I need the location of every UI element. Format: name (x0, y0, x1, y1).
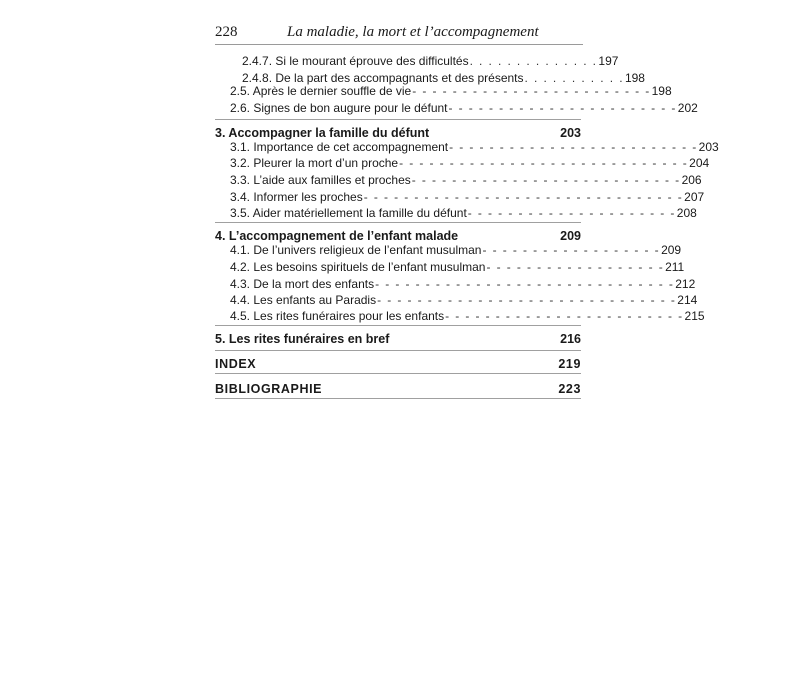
toc-entry-4-1[interactable] (215, 242, 682, 258)
toc-leader: - - - - - - - - - - - - - - - - - - (486, 260, 665, 274)
toc-page-number: 203 (560, 126, 581, 140)
toc-leader: - - - - - - - - - - - - - - - - - - - - - - - - - - - - - - - - (363, 190, 684, 204)
toc-page-number: 214 (677, 293, 698, 307)
toc-entry-3-5[interactable] (215, 205, 697, 221)
toc-leader: - - - - - - - - - - - - - - - - - - - - - - - - - - - (411, 173, 681, 187)
toc-entry-label: 4.3. De la mort des enfants (230, 277, 375, 291)
toc-entry-label: 2.6. Signes de bon augure pour le défunt (230, 101, 448, 115)
toc-page-number: 209 (560, 229, 581, 243)
toc-leader: - - - - - - - - - - - - - - - - - - - - - - - - - - - - - - (377, 293, 677, 307)
toc-chapter-label: 4. L’accompagnement de l’enfant malade (215, 229, 459, 243)
toc-entry-4-4[interactable] (215, 292, 698, 308)
toc-leader: - - - - - - - - - - - - - - - - - - - - - - - - - - - - - - (375, 277, 675, 291)
toc-entry-label: 2.4.8. De la part des accompagnants et des présents (242, 71, 524, 85)
toc-entry-bibliographie[interactable] (215, 381, 581, 399)
toc-page-number: 215 (684, 309, 705, 323)
toc-entry-4[interactable] (215, 222, 581, 244)
running-header (215, 24, 583, 45)
toc-entry-3[interactable] (215, 119, 581, 141)
toc-chapter-label: 5. Les rites funéraires en bref (215, 332, 390, 346)
toc-entry-label: 3.1. Importance de cet accompagnement (230, 140, 449, 154)
toc-section-label: INDEX (215, 357, 257, 371)
toc-leader: - - - - - - - - - - - - - - - - - - - - - - - - (412, 84, 651, 98)
toc-page-number: 203 (698, 140, 719, 154)
toc-chapter-label: 3. Accompagner la famille du défunt (215, 126, 430, 140)
page-number: 228 (215, 24, 238, 40)
toc-entry-label: 4.4. Les enfants au Paradis (230, 293, 377, 307)
toc-entry-label: 2.4.7. Si le mourant éprouve des difficultés (242, 54, 469, 68)
toc-page-number: 216 (560, 332, 581, 346)
toc-page-number: 219 (558, 357, 581, 371)
toc-leader: - - - - - - - - - - - - - - - - - - - - - - - - - (449, 140, 698, 154)
toc-entry-label: 3.4. Informer les proches (230, 190, 363, 204)
toc-page-number: 207 (684, 190, 705, 204)
toc-entry-4-3[interactable] (215, 276, 696, 292)
toc-section-label: BIBLIOGRAPHIE (215, 382, 323, 396)
toc-entry-3-2[interactable] (215, 155, 710, 171)
toc-leader: - - - - - - - - - - - - - - - - - - (482, 243, 661, 257)
toc-entry-index[interactable] (215, 350, 581, 374)
toc-leader: - - - - - - - - - - - - - - - - - - - - - - - - - - - - - (399, 156, 689, 170)
toc-page-number: 198 (651, 84, 672, 98)
toc-leader: - - - - - - - - - - - - - - - - - - - - - (467, 206, 676, 220)
toc-entry-2-6[interactable] (215, 100, 698, 116)
toc-page-number: 209 (661, 243, 682, 257)
toc-page-number: 212 (675, 277, 696, 291)
toc-entry-2-5[interactable] (215, 83, 672, 99)
toc-entry-label: 4.5. Les rites funéraires pour les enfants (230, 309, 445, 323)
toc-entry-label: 3.2. Pleurer la mort d’un proche (230, 156, 399, 170)
toc-page-number: 206 (681, 173, 702, 187)
toc-page-number: 223 (558, 382, 581, 396)
toc-entry-label: 2.5. Après le dernier souffle de vie (230, 84, 412, 98)
toc-page-number: 197 (598, 54, 619, 68)
toc-page-number: 202 (677, 101, 698, 115)
toc-entry-3-4[interactable] (215, 189, 705, 205)
toc-entry-4-5[interactable] (215, 308, 705, 324)
toc-leader: . . . . . . . . . . . (524, 71, 624, 85)
toc-entry-label: 3.5. Aider matériellement la famille du défunt (230, 206, 467, 220)
toc-page-number: 208 (676, 206, 697, 220)
toc-page-number: 211 (665, 260, 685, 274)
running-title: La maladie, la mort et l’accompagnement (287, 24, 539, 40)
toc-entry-4-2[interactable] (215, 259, 685, 275)
toc-leader: . . . . . . . . . . . . . . (469, 54, 598, 68)
toc-entry-3-1[interactable] (215, 139, 719, 155)
toc-page-number: 204 (689, 156, 710, 170)
toc-page-number: 198 (624, 71, 645, 85)
toc-entry-3-3[interactable] (215, 172, 702, 188)
toc-leader: - - - - - - - - - - - - - - - - - - - - - - - (448, 101, 677, 115)
toc-entry-label: 4.2. Les besoins spirituels de l’enfant musulman (230, 260, 486, 274)
toc-entry-5[interactable] (215, 325, 581, 347)
toc-entry-2-4-7[interactable] (215, 53, 619, 69)
toc-entry-label: 3.3. L’aide aux familles et proches (230, 173, 411, 187)
toc-leader: - - - - - - - - - - - - - - - - - - - - - - - - (445, 309, 684, 323)
toc-entry-label: 4.1. De l’univers religieux de l’enfant musulman (230, 243, 482, 257)
